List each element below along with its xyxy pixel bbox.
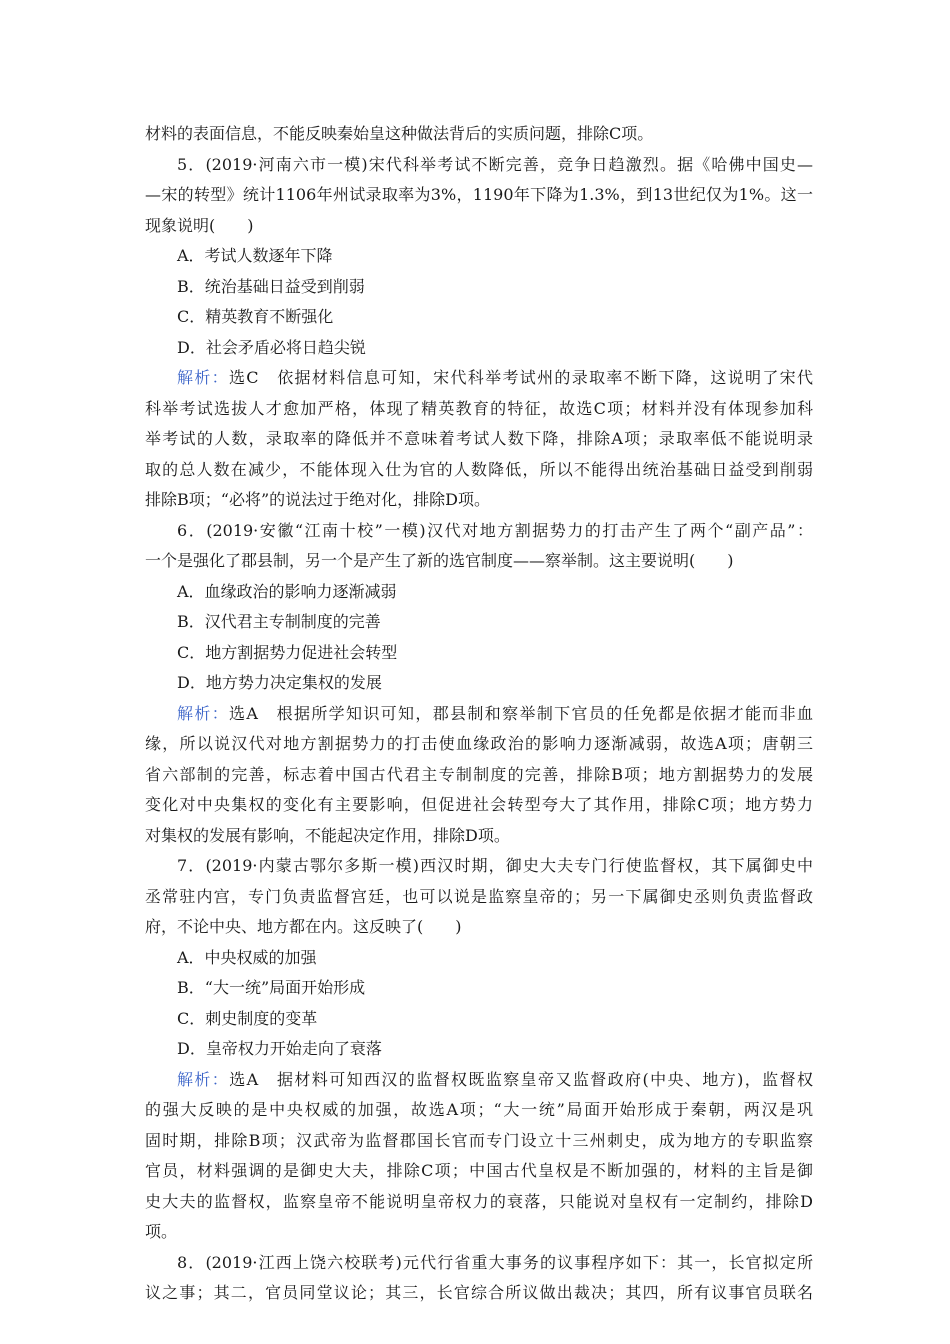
line-text: C．地方割据势力促进社会转型 <box>177 642 398 662</box>
text-line <box>145 943 813 974</box>
line-text: D．皇帝权力开始走向了衰落 <box>177 1039 382 1058</box>
text-line <box>145 821 813 852</box>
line-text: A．考试人数逐年下降 <box>177 246 333 265</box>
text-line <box>145 973 813 1004</box>
line-text: 府，不论中央、地方都在内。这反映了( ) <box>145 917 462 936</box>
line-text: 7．(2019·内蒙古鄂尔多斯一模)西汉时期，御史大夫专门行使监督权，其下属御史中 <box>177 856 813 875</box>
analysis-label: 解析： <box>177 1069 230 1089</box>
analysis-label: 解析： <box>177 703 230 723</box>
document-body <box>145 119 813 1309</box>
line-text: A．中央权威的加强 <box>177 947 317 967</box>
text-line <box>145 699 813 730</box>
line-text: 官员，材料强调的是御史大夫，排除C项；中国古代皇权是不断加强的，材料的主旨是御 <box>145 1161 813 1180</box>
line-text: 选C 依据材料信息可知，宋代科举考试州的录取率不断下降，这说明了宋代 <box>228 368 813 387</box>
line-text: 科举考试选拔人才愈加严格，体现了精英教育的特征，故选C项；材料并没有体现参加科 <box>145 398 813 418</box>
text-line <box>145 363 813 394</box>
text-line <box>145 546 813 577</box>
text-line <box>145 455 813 486</box>
line-text: 议之事；其二，官员同堂议论；其三，长官综合所议做出裁决；其四，所有议事官员联名 <box>145 1283 813 1302</box>
line-text: 现象说明( ) <box>145 215 254 235</box>
line-text: C．精英教育不断强化 <box>177 307 334 326</box>
text-line <box>145 180 813 211</box>
text-line <box>145 760 813 791</box>
text-line <box>145 516 813 547</box>
line-text: 排除B项；“必将”的说法过于绝对化，排除D项。 <box>145 490 490 509</box>
text-line <box>145 790 813 821</box>
line-text: —宋的转型》统计1106年州试录取率为3%，1190年下降为1.3%，到13世纪仅为1%。这一 <box>145 185 813 204</box>
line-text: D．地方势力决定集权的发展 <box>177 673 382 692</box>
line-text: 材料的表面信息，不能反映秦始皇这种做法背后的实质问题，排除C项。 <box>145 124 654 143</box>
line-text: 举考试的人数，录取率的降低并不意味着考试人数下降，排除A项；录取率低不能说明录 <box>145 429 813 448</box>
text-line <box>145 1217 813 1248</box>
line-text: 固时期，排除B项；汉武帝为监督郡国长官而专门设立十三州刺史，成为地方的专职监察 <box>145 1130 813 1150</box>
line-text: 变化对中央集权的变化有主要影响，但促进社会转型夸大了其作用，排除C项；地方势力 <box>145 795 813 814</box>
text-line <box>145 1278 813 1309</box>
analysis-label: 解析： <box>177 368 229 387</box>
text-line <box>145 1248 813 1279</box>
line-text: 省六部制的完善，标志着中国古代君主专制制度的完善，排除B项；地方割据势力的发展 <box>145 764 813 784</box>
text-line <box>145 851 813 882</box>
line-text: 选A 据材料可知西汉的监督权既监察皇帝又监督政府(中央、地方)，监督权 <box>229 1069 813 1089</box>
line-text: B．统治基础日益受到削弱 <box>177 276 365 296</box>
text-line <box>145 1126 813 1157</box>
text-line <box>145 424 813 455</box>
text-line <box>145 211 813 242</box>
line-text: B．汉代君主专制制度的完善 <box>177 612 381 631</box>
text-line <box>145 150 813 181</box>
line-text: A．血缘政治的影响力逐渐减弱 <box>177 581 397 601</box>
text-line <box>145 394 813 425</box>
text-line <box>145 729 813 760</box>
line-text: B．“大一统”局面开始形成 <box>177 978 366 997</box>
line-text: 选A 根据所学知识可知，郡县制和察举制下官员的任免都是依据才能而非血 <box>229 703 813 723</box>
text-line <box>145 1187 813 1218</box>
line-text: 一个是强化了郡县制，另一个是产生了新的选官制度——察举制。这主要说明( ) <box>145 551 734 570</box>
text-line <box>145 607 813 638</box>
text-line <box>145 272 813 303</box>
text-line <box>145 302 813 333</box>
text-line <box>145 1004 813 1035</box>
line-text: 对集权的发展有影响，不能起决定作用，排除D项。 <box>145 825 510 845</box>
line-text: 5．(2019·河南六市一模)宋代科举考试不断完善，竞争日趋激烈。据《哈佛中国史— <box>177 154 813 174</box>
text-line <box>145 668 813 699</box>
line-text: C．刺史制度的变革 <box>177 1008 318 1028</box>
line-text: 取的总人数在减少，不能体现入仕为官的人数降低，所以不能得出统治基础日益受到削弱 <box>145 459 813 479</box>
line-text: D．社会矛盾必将日趋尖锐 <box>177 337 366 357</box>
line-text: 史大夫的监督权，监察皇帝不能说明皇帝权力的衰落，只能说对皇权有一定制约，排除D <box>145 1191 813 1211</box>
text-line <box>145 119 813 150</box>
text-line <box>145 1034 813 1065</box>
text-line <box>145 1095 813 1126</box>
text-line <box>145 638 813 669</box>
text-line <box>145 577 813 608</box>
text-line <box>145 241 813 272</box>
text-line <box>145 333 813 364</box>
line-text: 缘，所以说汉代对地方割据势力的打击使血缘政治的影响力逐渐减弱，故选A项；唐朝三 <box>145 734 813 753</box>
text-line <box>145 912 813 943</box>
line-text: 6．(2019·安徽“江南十校”一模)汉代对地方割据势力的打击产生了两个“副产品”： <box>177 520 813 540</box>
text-line <box>145 1156 813 1187</box>
text-line <box>145 882 813 913</box>
text-line <box>145 1065 813 1096</box>
line-text: 的强大反映的是中央权威的加强，故选A项；“大一统”局面开始形成于秦朝，两汉是巩 <box>145 1100 813 1119</box>
line-text: 项。 <box>145 1222 178 1241</box>
text-line <box>145 485 813 516</box>
line-text: 8．(2019·江西上饶六校联考)元代行省重大事务的议事程序如下：其一，长官拟定所 <box>177 1252 813 1272</box>
line-text: 丞常驻内宫，专门负责监督宫廷，也可以说是监察皇帝的；另一下属御史丞则负责监督政 <box>145 886 813 906</box>
